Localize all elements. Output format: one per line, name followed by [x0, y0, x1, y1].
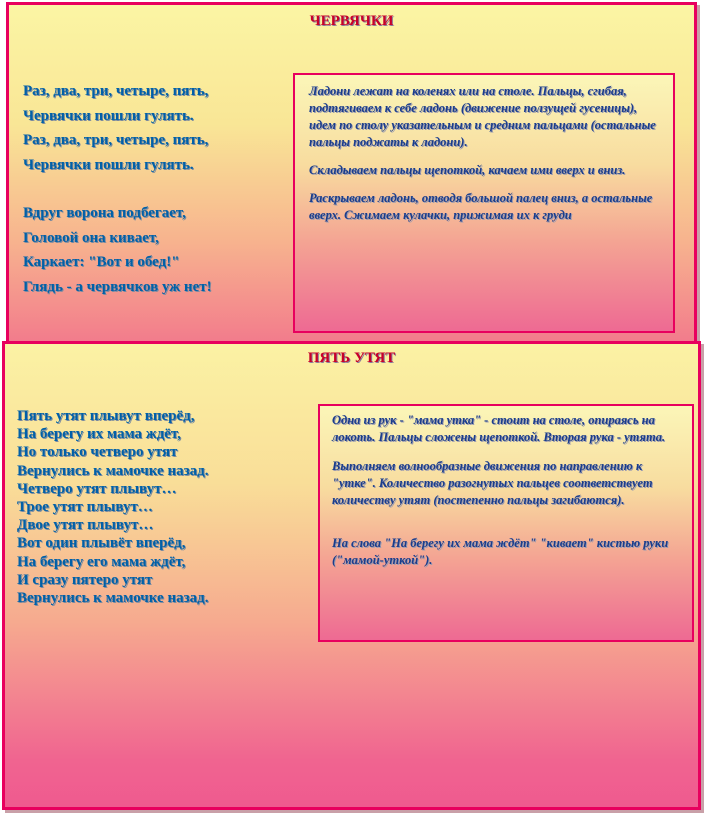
poem-line: Но только четверо утят — [17, 444, 178, 461]
poem-line: Каркает: "Вот и обед!" — [23, 254, 180, 270]
worms-poem — [23, 79, 212, 299]
poem-line: На берегу его мама ждёт, — [17, 553, 186, 570]
ducklings-poem — [17, 407, 208, 607]
poem-line: Вернулись к мамочке назад. — [17, 590, 209, 607]
poem-line: Головой она кивает, — [23, 229, 159, 246]
instruction-paragraph: Ладони лежат на коленях или на столе. Пальцы, сгибая, подтягиваем к себе ладонь (движение ползущей гусеницы), идем по столу указательным и средним пальцами (остальные пальцы поджаты к ладони). — [309, 84, 656, 149]
poem-line: Вот один плывёт вперёд, — [17, 535, 186, 552]
stanza-gap — [23, 177, 212, 201]
poem-line: Вернулись к мамочке назад. — [17, 462, 209, 479]
instruction-paragraph: Одна из рук - "мама утка" - стоит на столе, опираясь на локоть. Пальцы сложены щепоткой. Вторая рука - утята. — [332, 413, 666, 444]
instruction-paragraph: Складываем пальцы щепоткой, качаем ими вверх и вниз. — [309, 163, 626, 177]
poem-line: Пять утят плывут вперёд, — [17, 408, 195, 424]
instruction-paragraph: Выполняем волнообразные движения по направлению к "утке". Количество разогнутых пальцев соответствует количеству утят (постепенно пальцы загибаются). — [332, 459, 653, 507]
ducklings-title: ПЯТЬ УТЯТ — [307, 350, 396, 366]
poem-line: Червячки пошли гулять. — [23, 107, 194, 124]
poem-line: Раз, два, три, четыре, пять, — [23, 132, 209, 148]
instruction-paragraph: На слова "На берегу их мама ждёт" "кивает" кистью руки ("мамой-уткой"). — [332, 536, 669, 567]
worms-panel — [6, 2, 697, 348]
ducklings-panel — [2, 341, 701, 810]
poem-line: Четверо утят плывут… — [17, 480, 177, 497]
instruction-paragraph: Раскрываем ладонь, отводя большой палец вниз, а остальные вверх. Сжимаем кулачки, прижимая их к груди — [309, 191, 653, 222]
worms-title: ЧЕРВЯЧКИ — [309, 13, 394, 29]
ducklings-instructions — [318, 404, 694, 642]
poem-line: Вдруг ворона подбегает, — [23, 205, 186, 221]
poem-line: Раз, два, три, четыре, пять, — [23, 83, 209, 99]
poem-line: На берегу их мама ждёт, — [17, 426, 181, 443]
poem-line: Червячки пошли гулять. — [23, 156, 194, 173]
poem-line: Трое утят плывут… — [17, 499, 153, 516]
worms-instructions — [293, 73, 675, 333]
poem-line: Глядь - а червячков уж нет! — [23, 278, 212, 295]
poem-line: И сразу пятеро утят — [17, 571, 153, 588]
poem-line: Двое утят плывут… — [17, 517, 154, 534]
